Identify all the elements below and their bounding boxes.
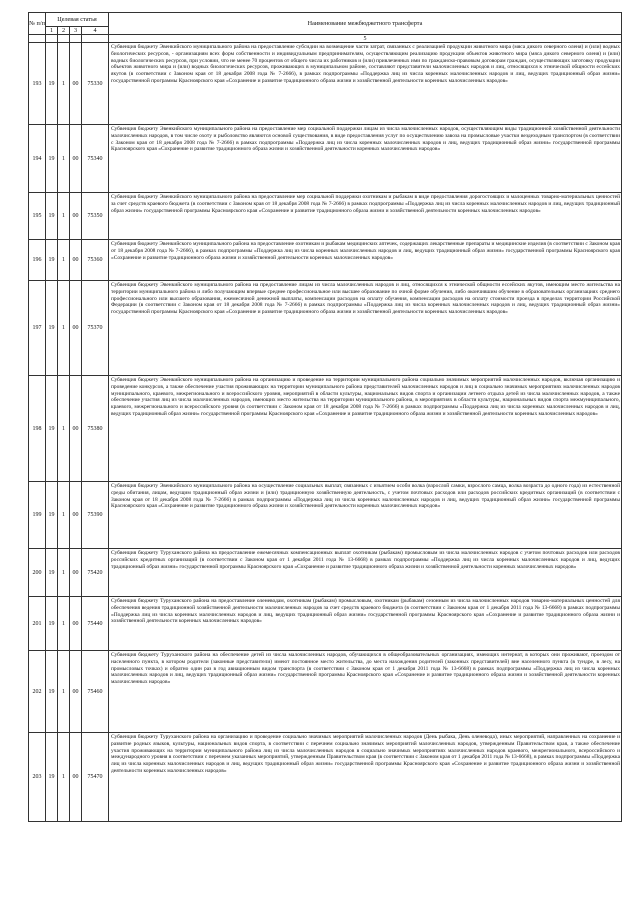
code-part-1: 19 xyxy=(46,281,58,376)
table-row xyxy=(29,376,622,482)
transfers-table xyxy=(28,12,622,822)
column-number-cell xyxy=(82,35,109,43)
code-part-2: 1 xyxy=(58,651,70,733)
code-part-3: 00 xyxy=(70,125,82,193)
code-part-1: 19 xyxy=(46,482,58,549)
code-part-1: 19 xyxy=(46,651,58,733)
code-part-2: 1 xyxy=(58,376,70,482)
code-part-1: 19 xyxy=(46,376,58,482)
code-part-4: 75370 xyxy=(82,281,109,376)
code-part-4: 75470 xyxy=(82,733,109,822)
name-column-header: Наименование межбюджетного трансферта xyxy=(109,13,622,35)
code-part-1: 19 xyxy=(46,193,58,240)
target-item-column-header: Целевая статья xyxy=(46,13,109,27)
subcolumn-header: 3 xyxy=(70,27,82,35)
column-number-cell xyxy=(46,35,58,43)
code-part-3: 00 xyxy=(70,240,82,281)
table-row xyxy=(29,43,622,125)
code-part-3: 00 xyxy=(70,651,82,733)
transfer-name: Субвенция бюджету Эвенкийского муниципального района на предоставление охотникам и рыбакам медицинских аптечек, содержащих лекарственные препараты и медицинские изделия (в соответствии с Законом края от 18 декабря 2008 года № 7-2666), в рамках подпрограммы «Поддержка лиц из числа коренных малочисленных народов и лиц, ведущих традиционный образ жизни» государственной программы Красноярского края «Сохранение и развитие традиционного образа жизни и хозяйственной деятельности коренных малочисленных народов» xyxy=(109,240,622,281)
code-part-3: 00 xyxy=(70,43,82,125)
subcolumn-header: 1 xyxy=(46,27,58,35)
transfer-name: Субвенция бюджету Эвенкийского муниципального района на предоставление мер социальной поддержки охотникам и рыбакам в виде предоставления дорогостоящих и малоценных товарно-материальных ценностей за счет средств краевого бюджета (в соответствии с Законом края от 18 декабря 2008 года № 7-2666) в рамках подпрограммы «Поддержка лиц из числа коренных малочисленных народов и лиц, ведущих традиционный образ жизни» государственной программы Красноярского края «Сохранение и развитие традиционного образа жизни и хозяйственной деятельности коренных малочисленных народов» xyxy=(109,193,622,240)
table-row xyxy=(29,240,622,281)
code-part-2: 1 xyxy=(58,125,70,193)
row-number: 200 xyxy=(29,549,46,597)
code-part-2: 1 xyxy=(58,193,70,240)
transfer-name: Субвенция бюджету Эвенкийского муниципального района на предоставление субсидии на возмещение части затрат, связанных с реализацией продукции животного мира (мяса дикого северного оленя) и (или) водных биологических ресурсов, - организациям всех форм собственности и индивидуальным предпринимателям, осуществляющим реализацию продукции объектов животного мира (мяса дикого северного оленя) и (или) водных биологических ресурсов, при условии, что не менее 70 процентов от общего числа их работников и (или) привлеченных ими по гражданско-правовым договорам граждан, осуществляющих заготовку продукции объектов животного мира и (или) водных биологических ресурсов, проживающих в муниципальном районе, составляют представители малочисленных народов и лиц, относящихся к этнической общности ессейских якутов (в соответствии с Законом края от 18 декабря 2008 года № 7-2666), в рамках подпрограммы «Поддержка лиц из числа коренных малочисленных народов и лиц, ведущих традиционный образ жизни» государственной программы Красноярского края «Сохранение и развитие традиционного образа жизни и хозяйственной деятельности коренных малочисленных народов» xyxy=(109,43,622,125)
code-part-3: 00 xyxy=(70,733,82,822)
code-part-2: 1 xyxy=(58,240,70,281)
code-part-1: 19 xyxy=(46,240,58,281)
code-part-4: 75340 xyxy=(82,125,109,193)
transfer-name: Субвенция бюджету Туруханского района на обеспечение детей из числа малочисленных народов, обучающихся в общеобразовательных организациях, имеющих интернат, в которых они проживают, проездом от населенного пункта, в котором родители (законные представители) имеют постоянное место жительства, до места нахождения родителей (законных представителей) вне населенного пункта (в тундре, в лесу, на промысловых точках) и обратно один раз в год авиационным видом транспорта (в соответствии с Законом края от 1 декабря 2011 года № 13-6668) в рамках подпрограммы «Поддержка лиц из числа коренных малочисленных народов и лиц, ведущих традиционный образ жизни» государственной программы Красноярского края «Сохранение и развитие традиционного образа жизни и хозяйственной деятельности коренных малочисленных народов» xyxy=(109,651,622,733)
subcolumn-header: 2 xyxy=(58,27,70,35)
code-part-3: 00 xyxy=(70,193,82,240)
code-part-4: 75420 xyxy=(82,549,109,597)
row-number: 203 xyxy=(29,733,46,822)
code-part-2: 1 xyxy=(58,733,70,822)
table-row xyxy=(29,482,622,549)
row-number: 196 xyxy=(29,240,46,281)
row-number: 199 xyxy=(29,482,46,549)
column-number-cell xyxy=(58,35,70,43)
table-row xyxy=(29,125,622,193)
row-number: 194 xyxy=(29,125,46,193)
row-number: 198 xyxy=(29,376,46,482)
row-number: 201 xyxy=(29,597,46,651)
code-part-4: 75330 xyxy=(82,43,109,125)
row-number: 193 xyxy=(29,43,46,125)
code-part-4: 75440 xyxy=(82,597,109,651)
table-row xyxy=(29,193,622,240)
column-number-cell xyxy=(29,35,46,43)
transfer-name: Субвенция бюджету Эвенкийского муниципального района на предоставление мер социальной поддержки лицам из числа малочисленных народов, осуществляющим виды традиционной хозяйственной деятельности малочисленных народов, в том числе охоту и рыболовство являются основой существования, в виде предоставления услуг по осуществлению завоза на промысловые участки вездеходным транспортом (в соответствии с Законом края от 18 декабря 2008 года № 7-2666) в рамках подпрограммы «Поддержка лиц из числа коренных малочисленных народов и лиц, ведущих традиционный образ жизни» государственной программы Красноярского края «Сохранение и развитие традиционного образа жизни и хозяйственной деятельности коренных малочисленных народов» xyxy=(109,125,622,193)
code-part-1: 19 xyxy=(46,549,58,597)
code-part-1: 19 xyxy=(46,125,58,193)
code-part-2: 1 xyxy=(58,482,70,549)
code-part-1: 19 xyxy=(46,733,58,822)
transfer-name: Субвенция бюджету Туруханского района на организацию и проведение социально значимых мероприятий малочисленных народов (День рыбака, День оленевода), иных мероприятий, направленных на сохранение и развитие родных языков, культуры, национальных видов спорта, в соответствии с перечнем социально значимых мероприятий малочисленных народов, утвержденным Правительством края, а также обеспечение участия проживающих на территории муниципального района лиц из числа малочисленных народов в социально значимых мероприятиях малочисленных народов краевого, межрегионального, всероссийского и международного уровня в соответствии с перечнем указанных мероприятий, утвержденным Правительством края (в соответствии с Законом края от 1 декабря 2011 года № 13-6668), в рамках подпрограммы «Поддержка лиц из числа коренных малочисленных народов и лиц, ведущих традиционный образ жизни» государственной программы Красноярского края «Сохранение и развитие традиционного образа жизни и хозяйственной деятельности коренных малочисленных народов» xyxy=(109,733,622,822)
table-row xyxy=(29,549,622,597)
code-part-2: 1 xyxy=(58,549,70,597)
code-part-3: 00 xyxy=(70,549,82,597)
document-page xyxy=(28,12,622,822)
code-part-2: 1 xyxy=(58,43,70,125)
row-number: 202 xyxy=(29,651,46,733)
transfer-name: Субвенция бюджету Эвенкийского муниципального района на предоставление лицам из числа малочисленных народов и лиц, относящихся к этнической общности ессейских якутов, имеющим место жительства на территории муниципального района и либо получающим впервые среднее профессиональное или высшее образование по очной форме обучения, либо окончившим обучение в образовательных организациях среднего профессионального или высшего образования, ежемесячной денежной выплаты, компенсации расходов на оплату обучения, компенсации расходов на оплату стоимости проезда в пределах территории Российской Федерации (в соответствии с Законом края от 18 декабря 2008 года № 7-2666) в рамках подпрограммы «Поддержка лиц из числа коренных малочисленных народов и лиц, ведущих традиционный образ жизни» государственной программы Красноярского края «Сохранение и развитие традиционного образа жизни и хозяйственной деятельности коренных малочисленных народов» xyxy=(109,281,622,376)
table-row xyxy=(29,597,622,651)
code-part-4: 75460 xyxy=(82,651,109,733)
row-number: 197 xyxy=(29,281,46,376)
subcolumn-header: 4 xyxy=(82,27,109,35)
transfer-name: Субвенция бюджету Эвенкийского муниципального района на организацию и проведение на территории муниципального района социально значимых мероприятий малочисленных народов, включая организацию и проведение конкурсов, а также обеспечение участия проживающих на территории муниципального района представителей малочисленных народов и лиц в социально значимых мероприятиях малочисленных народов муниципального, краевого, межрегионального и всероссийского уровня, мероприятий в области культуры, национальных видов спорта и организации летнего отдыха детей из числа малочисленных народов, а также обеспечение участия лиц из числа малочисленных народов, имеющих место жительства на территории муниципального района, в мероприятиях в области культуры, национальных видов спорта межмуниципального, краевого, межрегионального и всероссийского уровня (в соответствии с Законом края от 18 декабря 2008 года № 7-2666) в рамках подпрограммы «Поддержка лиц из числа коренных малочисленных народов и лиц, ведущих традиционный образ жизни» государственной программы Красноярского края «Сохранение и развитие традиционного образа жизни и хозяйственной деятельности коренных малочисленных народов» xyxy=(109,376,622,482)
code-part-3: 00 xyxy=(70,482,82,549)
table-header xyxy=(29,13,622,35)
code-part-1: 19 xyxy=(46,597,58,651)
transfer-name: Субвенция бюджету Эвенкийского муниципального района на осуществление социальных выплат, связанных с изъятием особи волка (взрослой самки, взрослого самца, волка возраста до одного года) из естественной среды обитания, лицам, ведущим традиционный образ жизни и (или) традиционную хозяйственную деятельность, с учетом почтовых расходов или расходов российских кредитных организаций (в соответствии с Законом края от 18 декабря 2008 года № 7-2666) в рамках подпрограммы «Поддержка лиц из числа коренных малочисленных народов и лиц, ведущих традиционный образ жизни» государственной программы Красноярского края «Сохранение и развитие традиционного образа жизни и хозяйственной деятельности коренных малочисленных народов» xyxy=(109,482,622,549)
code-part-4: 75360 xyxy=(82,240,109,281)
code-part-2: 1 xyxy=(58,597,70,651)
table-row xyxy=(29,733,622,822)
column-number-row xyxy=(29,35,622,43)
name-column-number: 5 xyxy=(109,35,622,43)
table-row xyxy=(29,651,622,733)
code-part-4: 75350 xyxy=(82,193,109,240)
number-column-header: № п/п xyxy=(29,13,46,35)
table-row xyxy=(29,281,622,376)
transfer-name: Субвенция бюджету Туруханского района на предоставление оленеводам, охотникам (рыбакам) промысловым, охотникам (рыбакам) сезонным из числа малочисленных народов товарно-материальных ценностей для обеспечения ведения традиционной хозяйственной деятельности малочисленных народов за счет средств краевого бюджета (в соответствии с Законом края от 1 декабря 2011 года № 13-6668) в рамках подпрограммы «Поддержка лиц из числа коренных малочисленных народов и лиц, ведущих традиционный образ жизни» государственной программы Красноярского края «Сохранение и развитие традиционного образа жизни и хозяйственной деятельности коренных малочисленных народов» xyxy=(109,597,622,651)
code-part-2: 1 xyxy=(58,281,70,376)
code-part-1: 19 xyxy=(46,43,58,125)
table-body xyxy=(29,35,622,822)
transfer-name: Субвенция бюджету Туруханского района на предоставление ежемесячных компенсационных выплат охотникам (рыбакам) промысловым из числа малочисленных народов с учетом почтовых расходов или расходов российских кредитных организаций (в соответствии с Законом края от 1 декабря 2011 года № 13-6668) в рамках подпрограммы «Поддержка лиц из числа коренных малочисленных народов и лиц, ведущих традиционный образ жизни» государственной программы Красноярского края «Сохранение и развитие традиционного образа жизни и хозяйственной деятельности коренных малочисленных народов» xyxy=(109,549,622,597)
code-part-4: 75380 xyxy=(82,376,109,482)
code-part-3: 00 xyxy=(70,597,82,651)
code-part-3: 00 xyxy=(70,281,82,376)
column-number-cell xyxy=(70,35,82,43)
code-part-3: 00 xyxy=(70,376,82,482)
code-part-4: 75390 xyxy=(82,482,109,549)
row-number: 195 xyxy=(29,193,46,240)
